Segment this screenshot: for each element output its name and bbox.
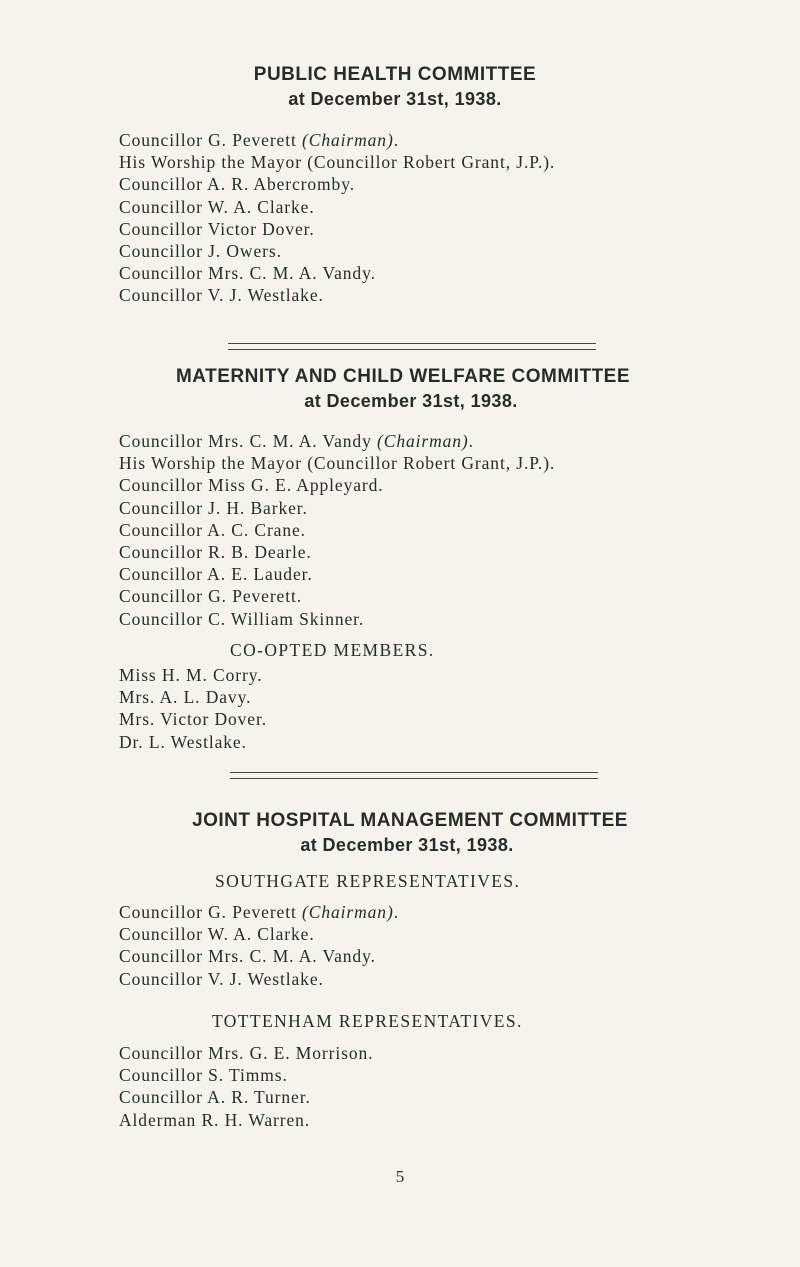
member-entry: Alderman R. H. Warren.: [119, 1109, 311, 1130]
member-suffix: .: [393, 130, 399, 150]
member-name: Councillor C. William Skinner.: [119, 608, 365, 629]
member-name: Councillor G. Peverett: [119, 130, 297, 150]
member-entry: [119, 945, 399, 967]
member-name: Councillor Mrs. C. M. A. Vandy.: [119, 263, 376, 284]
member-name: Councillor A. C. Crane.: [119, 519, 306, 540]
member-entry: Councillor S. Timms.: [119, 1065, 288, 1086]
member-entry: [119, 541, 555, 563]
member-name: Councillor A. R. Abercromby.: [119, 174, 355, 195]
member-list: [119, 430, 555, 630]
page-number: 5: [395, 1167, 405, 1186]
divider: [228, 349, 596, 350]
member-entry: [119, 129, 555, 151]
maternity-section: [0, 365, 800, 413]
member-name: Councillor Victor Dover.: [119, 218, 315, 239]
coopted-list: [119, 664, 267, 753]
member-name: His Worship the Mayor (Councillor Robert Grant, J.P.).: [119, 152, 556, 173]
member-role: (Chairman): [377, 431, 469, 451]
member-name: His Worship the Mayor (Councillor Robert Grant, J.P.).: [119, 453, 556, 474]
member-entry: Councillor Mrs. G. E. Morrison.: [119, 1043, 374, 1063]
southgate-title: SOUTHGATE REPRESENTATIVES.: [215, 871, 521, 891]
divider: [230, 772, 598, 773]
member-entry: [119, 497, 555, 519]
member-name: Councillor J. H. Barker.: [119, 497, 308, 518]
member-entry: [119, 196, 555, 218]
member-entry: [119, 262, 555, 284]
member-entry: [119, 284, 555, 306]
member-name: Councillor W. A. Clarke.: [119, 196, 315, 217]
tottenham-title: TOTTENHAM REPRESENTATIVES.: [212, 1011, 523, 1031]
joint-hospital-section: [0, 809, 800, 857]
divider: [230, 778, 598, 779]
member-name: Councillor R. B. Dearle.: [119, 542, 312, 563]
member-entry: [119, 519, 555, 541]
member-entry: [119, 901, 399, 923]
member-entry: [119, 430, 555, 452]
member-name: Councillor G. Peverett.: [119, 586, 303, 607]
member-entry: Councillor A. R. Turner.: [119, 1087, 311, 1108]
section-title: JOINT HOSPITAL MANAGEMENT COMMITTEE: [192, 810, 628, 831]
public-health-section: [0, 63, 800, 111]
member-entry: [119, 585, 555, 607]
coopted-title: CO-OPTED MEMBERS.: [230, 640, 435, 660]
member-entry: [119, 452, 555, 474]
member-name: Councillor V. J. Westlake.: [119, 285, 324, 306]
member-entry: Miss H. M. Corry.: [119, 665, 263, 685]
member-suffix: .: [393, 902, 399, 922]
member-entry: [119, 218, 555, 240]
section-date: at December 31st, 1938.: [288, 89, 502, 109]
member-entry: Mrs. Victor Dover.: [119, 709, 268, 730]
member-entry: [119, 151, 555, 173]
member-name: Councillor Mrs. C. M. A. Vandy: [119, 431, 372, 451]
section-title: MATERNITY AND CHILD WELFARE COMMITTEE: [175, 366, 631, 387]
member-role: (Chairman): [302, 130, 394, 150]
member-name: Councillor A. E. Lauder.: [119, 564, 313, 585]
member-name: Councillor G. Peverett: [119, 902, 297, 922]
southgate-list: [119, 901, 399, 990]
divider: [228, 343, 596, 344]
member-entry: [119, 608, 555, 630]
section-date: at December 31st, 1938.: [300, 835, 514, 855]
member-entry: [119, 563, 555, 585]
member-entry: [119, 474, 555, 496]
member-name: Councillor Miss G. E. Appleyard.: [119, 475, 384, 496]
member-name: Councillor W. A. Clarke.: [119, 924, 315, 945]
member-list: [119, 129, 555, 307]
member-entry: Dr. L. Westlake.: [119, 731, 247, 752]
section-title: PUBLIC HEALTH COMMITTEE: [253, 64, 537, 85]
section-date: at December 31st, 1938.: [304, 391, 518, 411]
member-entry: [119, 240, 555, 262]
member-entry: Mrs. A. L. Davy.: [119, 687, 252, 708]
member-name: Councillor J. Owers.: [119, 241, 282, 262]
member-role: (Chairman): [302, 902, 394, 922]
member-name: Councillor V. J. Westlake.: [119, 968, 324, 989]
member-entry: [119, 968, 399, 990]
member-suffix: .: [468, 431, 474, 451]
member-entry: [119, 173, 555, 195]
tottenham-list: [119, 1042, 373, 1131]
member-entry: [119, 923, 399, 945]
member-name: Councillor Mrs. C. M. A. Vandy.: [119, 946, 376, 967]
